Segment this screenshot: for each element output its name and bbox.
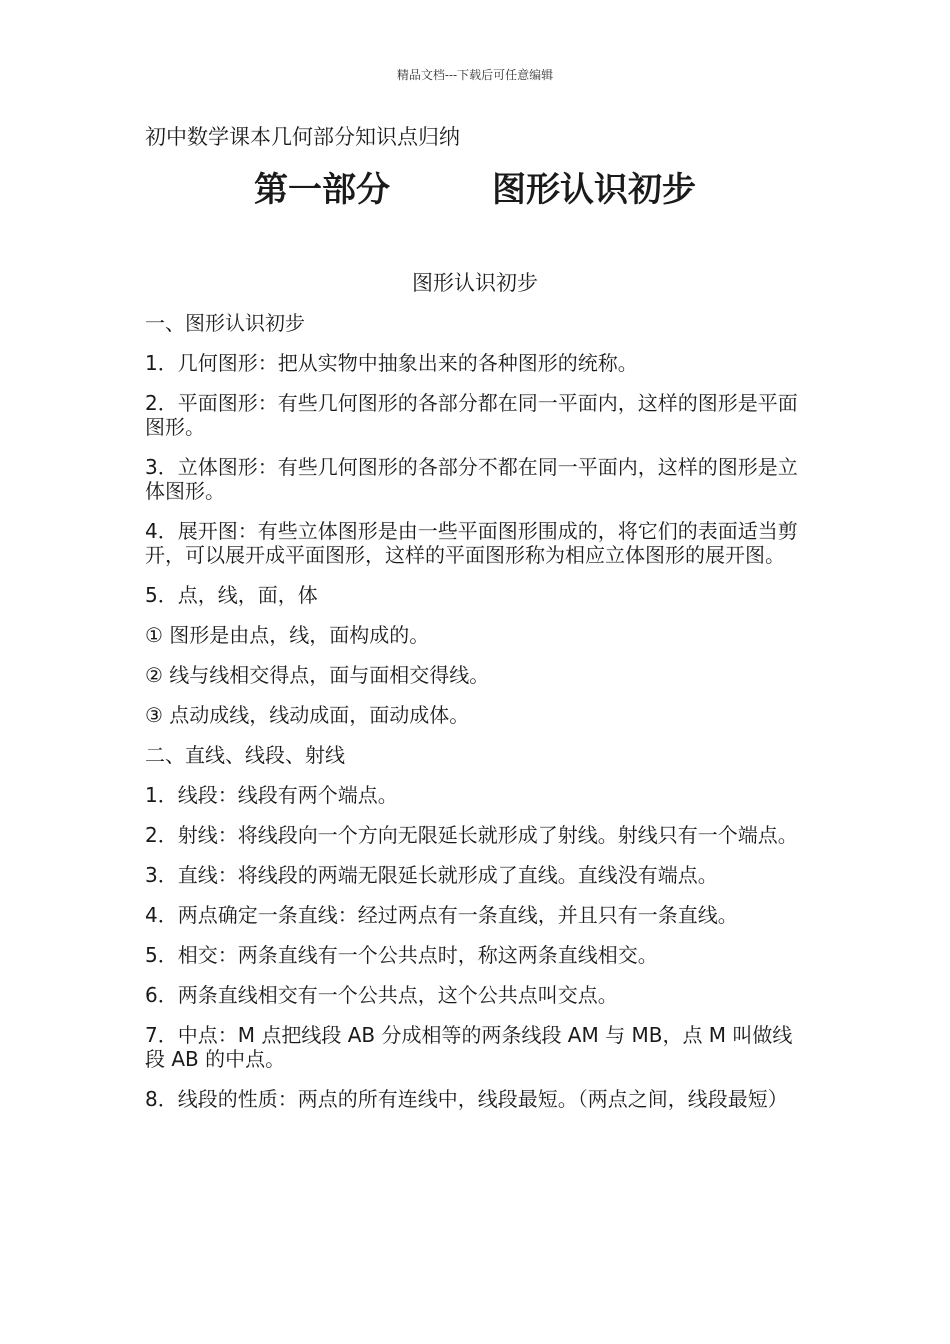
document-subject: 初中数学课本几何部分知识点归纳 [145, 125, 460, 149]
paragraph-geometric-figure: 1．几何图形：把从实物中抽象出来的各种图形的统称。 [145, 351, 638, 375]
list-item-circled-2: ② 线与线相交得点，面与面相交得线。 [145, 663, 490, 687]
paragraph-segment-property: 8．线段的性质：两点的所有连线中，线段最短。（两点之间，线段最短） [145, 1087, 788, 1111]
paragraph-line-segment: 1．线段：线段有两个端点。 [145, 783, 398, 807]
list-item-circled-3: ③ 点动成线，线动成面，面动成体。 [145, 703, 470, 727]
section-title: 图形认识初步 [412, 271, 538, 295]
paragraph-ray: 2．射线：将线段向一个方向无限延长就形成了射线。射线只有一个端点。 [145, 823, 798, 847]
paragraph-intersection-point: 6．两条直线相交有一个公共点，这个公共点叫交点。 [145, 983, 618, 1007]
paragraph-two-points-determine-line: 4．两点确定一条直线：经过两点有一条直线，并且只有一条直线。 [145, 903, 738, 927]
paragraph-straight-line: 3．直线：将线段的两端无限延长就形成了直线。直线没有端点。 [145, 863, 718, 887]
part-title: 第一部分 图形认识初步 [254, 170, 696, 210]
page-header-note: 精品文档---下载后可任意编辑 [396, 68, 554, 82]
heading-section-one: 一、图形认识初步 [145, 311, 305, 335]
paragraph-solid-figure: 3．立体图形：有些几何图形的各部分不都在同一平面内，这样的图形是立体图形。 [145, 455, 798, 503]
document-body [145, 311, 809, 1127]
paragraph-intersection: 5．相交：两条直线有一个公共点时，称这两条直线相交。 [145, 943, 658, 967]
list-item-circled-1: ① 图形是由点，线，面构成的。 [145, 623, 430, 647]
paragraph-net-diagram: 4．展开图：有些立体图形是由一些平面图形围成的，将它们的表面适当剪开，可以展开成平面图形，这样的平面图形称为相应立体图形的展开图。 [145, 519, 798, 567]
paragraph-point-line-surface-solid: 5．点，线，面，体 [145, 583, 318, 607]
heading-section-two: 二、直线、线段、射线 [145, 743, 345, 767]
paragraph-plane-figure: 2．平面图形：有些几何图形的各部分都在同一平面内，这样的图形是平面图形。 [145, 391, 798, 439]
paragraph-midpoint: 7．中点：M 点把线段 AB 分成相等的两条线段 AM 与 MB，点 M 叫做线段 AB 的中点。 [145, 1023, 793, 1071]
